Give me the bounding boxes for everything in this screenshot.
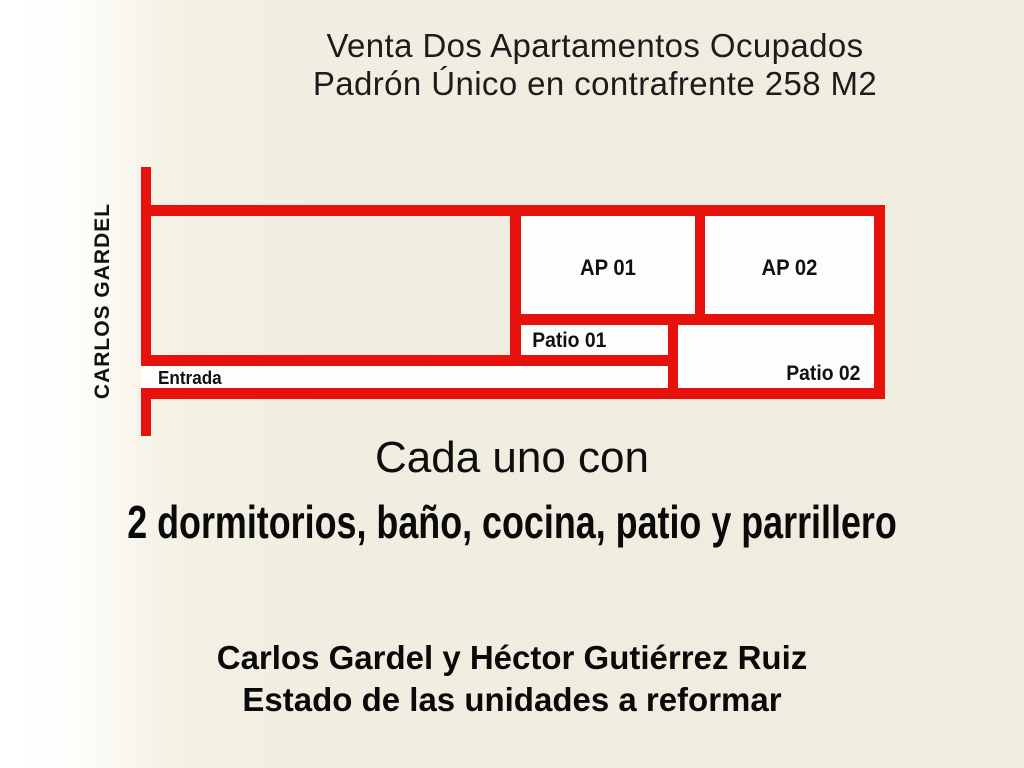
wall-right <box>874 205 885 399</box>
entrance-label: Entrada <box>158 368 222 388</box>
wall-ap-divider <box>695 205 705 325</box>
page-title <box>170 27 1020 103</box>
address-line: Carlos Gardel y Héctor Gutiérrez Ruiz <box>216 639 808 676</box>
wall-bottom <box>141 388 885 399</box>
title-line-1: Venta Dos Apartamentos Ocupados <box>326 27 864 64</box>
condition-line: Estado de las unidades a reformar <box>242 681 782 718</box>
apartment1-label: AP 01 <box>580 255 636 280</box>
street-name-label: CARLOS GARDEL <box>91 202 114 400</box>
wall-patio-divider <box>668 314 678 399</box>
patio2-label: Patio 02 <box>786 362 861 385</box>
street-line-upper <box>141 167 151 366</box>
features-text: 2 dormitorios, baño, cocina, patio y parrillero <box>127 496 897 548</box>
each-unit-heading: Cada uno con <box>375 433 649 482</box>
title-line-2: Padrón Único en contrafrente 258 M2 <box>312 65 878 102</box>
apartment2-label: AP 02 <box>761 255 818 280</box>
patio1-label: Patio 01 <box>532 329 607 352</box>
wall-bigroom-right <box>510 205 521 366</box>
footer-block <box>0 637 1024 721</box>
wall-ap-bottom <box>510 314 885 325</box>
wall-mid-bottom <box>141 355 678 366</box>
